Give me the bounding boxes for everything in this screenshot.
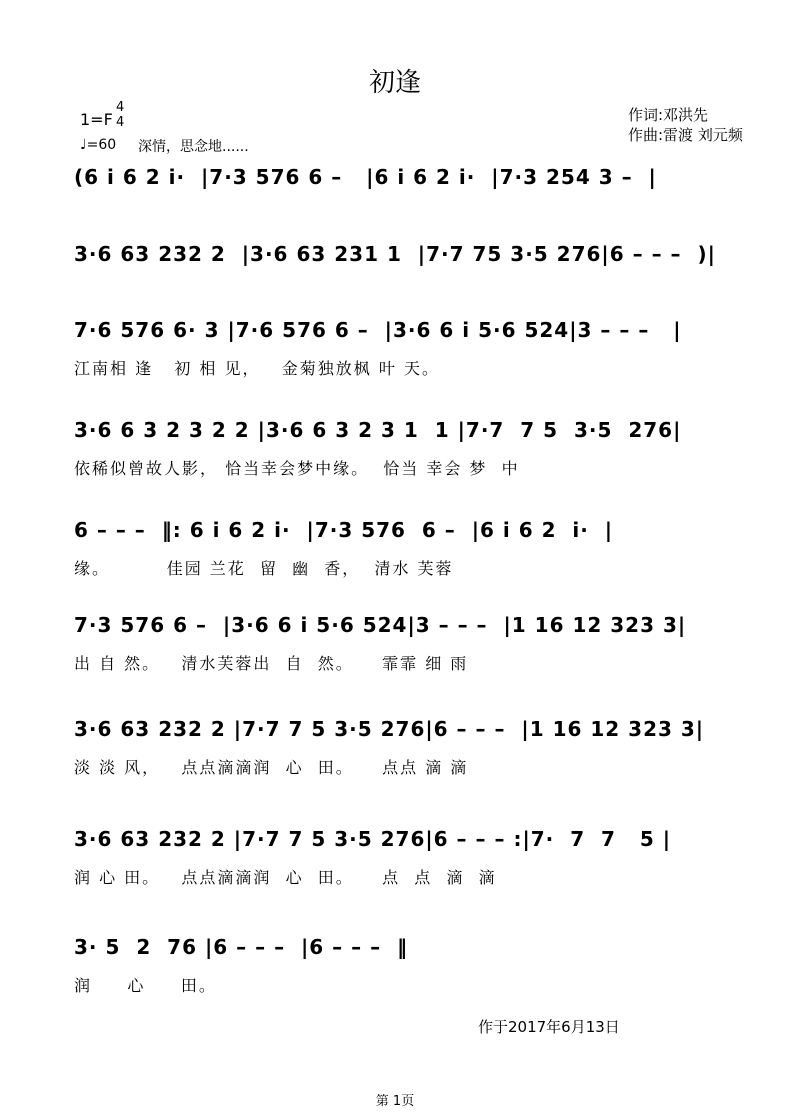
melody-notation: 3·6 63 232 2 |3·6 63 231 1 |7·7 75 3·5 276|6 – – – )| — [74, 242, 716, 266]
score-line-4 — [0, 418, 790, 518]
composition-date: 作于2017年6月13日 — [478, 1018, 620, 1036]
melody-notation: 7·3 576 6 – |3·6 6 i 5·6 524|3 – – – |1 16 12 323 3| — [74, 613, 687, 637]
score-line-8 — [0, 827, 790, 927]
lyrics-line: 江南相 逢 初 相 见， 金菊独放枫 叶 天。 — [74, 359, 440, 378]
composer-credit: 作曲:雷渡 刘元频 — [628, 126, 743, 144]
time-signature-bottom: 4 — [116, 115, 125, 130]
lyrics-line: 润 心 田。 — [74, 976, 217, 995]
song-title: 初逢 — [368, 68, 421, 98]
score-line-6 — [0, 613, 790, 713]
lyrics-line: 出 自 然。 清水芙蓉出 自 然。 霏霏 细 雨 — [74, 654, 469, 673]
score-line-5 — [0, 518, 790, 618]
time-signature-top: 4 — [116, 100, 125, 115]
key-signature: 1=F — [80, 110, 113, 129]
melody-notation: 3·6 6 3 2 3 2 2 |3·6 6 3 2 3 1 1 |7·7 7 5 3·5 276| — [74, 418, 682, 442]
lyrics-line: 润 心 田。 点点滴滴润 心 田。 点 点 滴 滴 — [74, 868, 497, 887]
melody-notation: 7·6 576 6· 3 |7·6 576 6 – |3·6 6 i 5·6 524|3 – – – | — [74, 318, 682, 342]
melody-notation: 6 – – – ‖: 6 i 6 2 i· |7·3 576 6 – |6 i 6 2 i· | — [74, 518, 614, 542]
lyrics-line: 依稀似曾故人影， 恰当幸会梦中缘。 恰当 幸会 梦 中 — [74, 459, 520, 478]
score-line-3 — [0, 318, 790, 418]
melody-notation: 3·6 63 232 2 |7·7 7 5 3·5 276|6 – – – |1 16 12 323 3| — [74, 717, 705, 741]
page-number: 第 1页 — [375, 1094, 415, 1109]
time-signature — [116, 100, 124, 130]
melody-notation: 3·6 63 232 2 |7·7 7 5 3·5 276|6 – – – :|7· 7 7 5 | — [74, 827, 672, 851]
lyricist-credit: 作词:邓洪先 — [628, 106, 709, 124]
expression-mark: 深情，思念地...... — [138, 139, 249, 155]
lyrics-line: 缘。 佳园 兰花 留 幽 香， 清水 芙蓉 — [74, 559, 454, 578]
melody-notation: (6 i 6 2 i· |7·3 576 6 – |6 i 6 2 i· |7·3 254 3 – | — [74, 165, 657, 189]
score-line-7 — [0, 717, 790, 817]
tempo-mark: ♩=60 — [80, 137, 117, 153]
lyrics-line: 淡 淡 风， 点点滴滴润 心 田。 点点 滴 滴 — [74, 758, 469, 777]
score-line-9 — [0, 935, 790, 1035]
melody-notation: 3· 5 2 76 |6 – – – |6 – – – ‖ — [74, 935, 409, 959]
